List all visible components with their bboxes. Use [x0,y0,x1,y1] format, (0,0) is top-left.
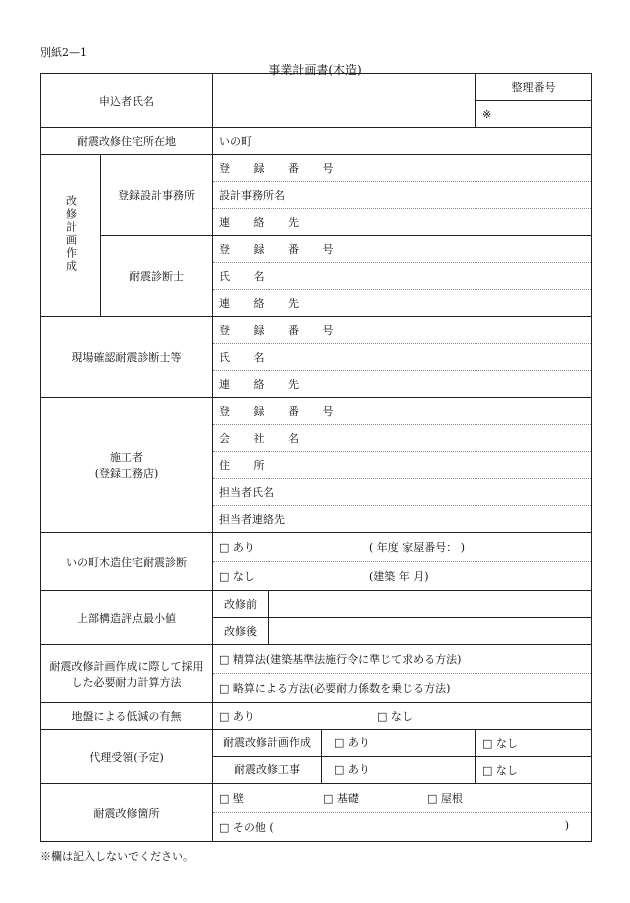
ref-no-field: ※ [476,101,592,128]
ground-yes-option[interactable]: □ あり [219,710,255,723]
design-office-name-field[interactable]: 設計事務所名 [213,182,592,209]
ground-no-option[interactable]: □ なし [377,710,413,723]
footnote: ※欄は記入しないでください。 [40,850,194,863]
ino-diagnosis-no-option[interactable]: □ なし (建築 年 月) [213,562,592,591]
contractor-person-field[interactable]: 担当者氏名 [213,479,592,506]
proxy-plan-yes-option[interactable]: □ あり [334,736,370,749]
method-label: 耐震改修計画作成に際して採用した必要耐力計算方法 [41,645,213,703]
plan-form-table [40,73,592,842]
proxy-work-row: 耐震改修工事 □ あり [213,757,476,784]
location-label: 耐震改修箇所 [41,784,213,842]
contractor-reg-no-field[interactable]: 登 録 番 号 [213,398,592,425]
score-before-field[interactable] [269,591,592,618]
score-after-label: 改修後 [213,618,269,645]
method-precise-option[interactable]: □ 精算法(建築基準法施行令に準じて求める方法) [213,645,592,674]
proxy-work-yes-option[interactable]: □ あり [334,763,370,776]
form-title: 事業計画書(木造) [268,63,362,77]
proxy-plan-row: 耐震改修計画作成 □ あり [213,730,476,757]
score-after-field[interactable] [269,618,592,645]
plan-label: 改修計画作成 [41,155,101,317]
location-other-option[interactable]: □ その他 ( ) [213,813,592,842]
site-contact-field[interactable]: 連 絡 先 [213,371,592,398]
location-main-options[interactable]: □ 壁 □ 基礎 □ 屋根 [213,784,592,813]
ground-options[interactable] [213,703,592,730]
contractor-contact-field[interactable]: 担当者連絡先 [213,506,592,533]
ref-no-label: 整理番号 [476,74,592,101]
proxy-label: 代理受領(予定) [41,730,213,784]
proxy-work-no-option[interactable]: □ なし [476,757,592,784]
address-label: 耐震改修住宅所在地 [41,128,213,155]
site-name-field[interactable]: 氏 名 [213,344,592,371]
ino-diagnosis-label: いの町木造住宅耐震診断 [41,533,213,591]
contractor-address-field[interactable]: 住 所 [213,452,592,479]
ino-diagnosis-yes-option[interactable]: □ あり ( 年度 家屋番号： ) [213,533,592,562]
address-field[interactable]: いの町 [213,128,592,155]
page-label: 別紙2—1 [40,46,87,59]
applicant-label: 申込者氏名 [41,74,213,128]
contractor-company-field[interactable]: 会 社 名 [213,425,592,452]
score-label: 上部構造評点最小値 [41,591,213,645]
diagnostician-reg-no-field[interactable]: 登 録 番 号 [213,236,592,263]
site-label: 現場確認耐震診断士等 [41,317,213,398]
ground-label: 地盤による低減の有無 [41,703,213,730]
design-office-reg-no-field[interactable]: 登 録 番 号 [213,155,592,182]
site-reg-no-field[interactable]: 登 録 番 号 [213,317,592,344]
method-approx-option[interactable]: □ 略算による方法(必要耐力係数を乗じる方法) [213,674,592,703]
diagnostician-label: 耐震診断士 [101,236,213,317]
score-before-label: 改修前 [213,591,269,618]
design-office-contact-field[interactable]: 連 絡 先 [213,209,592,236]
contractor-label: 施工者 (登録工務店) [41,398,213,533]
diagnostician-name-field[interactable]: 氏 名 [213,263,592,290]
applicant-name-field[interactable] [213,74,476,128]
design-office-label: 登録設計事務所 [101,155,213,236]
proxy-plan-no-option[interactable]: □ なし [476,730,592,757]
diagnostician-contact-field[interactable]: 連 絡 先 [213,290,592,317]
